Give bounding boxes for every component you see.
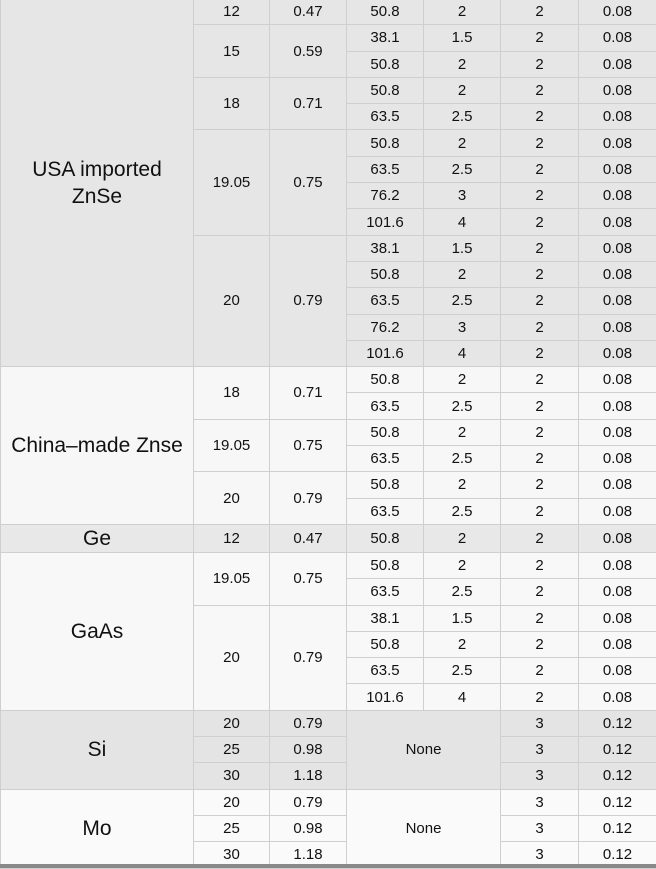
focal-length-in-cell: 2: [424, 130, 501, 156]
diameter-mm-cell: 30: [194, 763, 270, 789]
material-cell: Si: [1, 710, 194, 789]
focal-length-mm-cell: 50.8: [347, 261, 424, 287]
focal-length-mm-cell: 38.1: [347, 25, 424, 51]
thickness-in-cell: 0.08: [579, 340, 656, 366]
thickness-mm-cell: 2: [501, 367, 579, 393]
thickness-in-cell: 0.08: [579, 288, 656, 314]
thickness-mm-cell: 2: [501, 393, 579, 419]
thickness-in-cell: 0.12: [579, 710, 656, 736]
focal-length-in-cell: 4: [424, 684, 501, 710]
diameter-in-cell: 0.79: [270, 605, 347, 710]
focal-length-in-cell: 2: [424, 631, 501, 657]
thickness-mm-cell: 2: [501, 524, 579, 552]
thickness-mm-cell: 3: [501, 710, 579, 736]
focal-length-mm-cell: 50.8: [347, 472, 424, 498]
diameter-mm-cell: 30: [194, 842, 270, 868]
thickness-in-cell: 0.08: [579, 579, 656, 605]
thickness-mm-cell: 2: [501, 288, 579, 314]
diameter-mm-cell: 20: [194, 472, 270, 525]
thickness-mm-cell: 2: [501, 314, 579, 340]
diameter-in-cell: 0.79: [270, 235, 347, 366]
focal-length-mm-cell: 50.8: [347, 77, 424, 103]
thickness-mm-cell: 2: [501, 0, 579, 25]
focal-length-in-cell: 2.5: [424, 104, 501, 130]
focal-length-in-cell: 2: [424, 524, 501, 552]
thickness-in-cell: 0.12: [579, 815, 656, 841]
diameter-in-cell: 0.47: [270, 524, 347, 552]
focal-length-mm-cell: 50.8: [347, 419, 424, 445]
table-row: [1, 552, 656, 578]
thickness-in-cell: 0.08: [579, 419, 656, 445]
table-row: [1, 367, 656, 393]
table-row: [1, 524, 656, 552]
material-cell: China–made Znse: [1, 367, 194, 525]
diameter-in-cell: 0.71: [270, 77, 347, 130]
thickness-in-cell: 0.08: [579, 183, 656, 209]
diameter-in-cell: 0.75: [270, 419, 347, 472]
thickness-in-cell: 0.08: [579, 472, 656, 498]
thickness-in-cell: 0.08: [579, 156, 656, 182]
focal-length-mm-cell: 50.8: [347, 367, 424, 393]
focal-length-cell: None: [347, 789, 501, 868]
diameter-mm-cell: 19.05: [194, 419, 270, 472]
thickness-mm-cell: 2: [501, 104, 579, 130]
thickness-mm-cell: 2: [501, 472, 579, 498]
bottom-rule: [0, 864, 656, 868]
diameter-in-cell: 1.18: [270, 763, 347, 789]
thickness-in-cell: 0.08: [579, 51, 656, 77]
focal-length-mm-cell: 50.8: [347, 130, 424, 156]
thickness-in-cell: 0.08: [579, 658, 656, 684]
focal-length-in-cell: 4: [424, 340, 501, 366]
focal-length-mm-cell: 50.8: [347, 552, 424, 578]
diameter-in-cell: 0.79: [270, 710, 347, 736]
focal-length-in-cell: 4: [424, 209, 501, 235]
material-cell: Mo: [1, 789, 194, 868]
table-row: [1, 710, 656, 736]
diameter-mm-cell: 25: [194, 737, 270, 763]
focal-length-cell: None: [347, 710, 501, 789]
focal-length-mm-cell: 63.5: [347, 393, 424, 419]
diameter-in-cell: 0.98: [270, 815, 347, 841]
thickness-mm-cell: 2: [501, 130, 579, 156]
thickness-mm-cell: 2: [501, 446, 579, 472]
thickness-mm-cell: 2: [501, 631, 579, 657]
diameter-mm-cell: 20: [194, 605, 270, 710]
thickness-in-cell: 0.08: [579, 25, 656, 51]
thickness-mm-cell: 3: [501, 842, 579, 868]
thickness-in-cell: 0.08: [579, 631, 656, 657]
diameter-mm-cell: 19.05: [194, 552, 270, 605]
thickness-in-cell: 0.12: [579, 789, 656, 815]
thickness-mm-cell: 2: [501, 340, 579, 366]
thickness-in-cell: 0.12: [579, 737, 656, 763]
focal-length-in-cell: 2.5: [424, 658, 501, 684]
table-row: [1, 0, 656, 25]
diameter-mm-cell: 20: [194, 235, 270, 366]
diameter-mm-cell: 25: [194, 815, 270, 841]
thickness-in-cell: 0.08: [579, 684, 656, 710]
thickness-mm-cell: 2: [501, 658, 579, 684]
diameter-in-cell: 0.79: [270, 472, 347, 525]
thickness-in-cell: 0.08: [579, 446, 656, 472]
thickness-mm-cell: 2: [501, 77, 579, 103]
thickness-in-cell: 0.08: [579, 367, 656, 393]
thickness-in-cell: 0.08: [579, 77, 656, 103]
diameter-mm-cell: 18: [194, 367, 270, 420]
focal-length-mm-cell: 63.5: [347, 579, 424, 605]
thickness-in-cell: 0.08: [579, 314, 656, 340]
thickness-mm-cell: 2: [501, 235, 579, 261]
focal-length-in-cell: 2.5: [424, 498, 501, 524]
diameter-in-cell: 0.47: [270, 0, 347, 25]
diameter-in-cell: 0.59: [270, 25, 347, 78]
diameter-mm-cell: 19.05: [194, 130, 270, 235]
focal-length-in-cell: 2: [424, 367, 501, 393]
focal-length-mm-cell: 63.5: [347, 658, 424, 684]
thickness-mm-cell: 2: [501, 183, 579, 209]
table-body: [1, 0, 656, 868]
focal-length-mm-cell: 63.5: [347, 104, 424, 130]
thickness-mm-cell: 2: [501, 51, 579, 77]
thickness-mm-cell: 3: [501, 763, 579, 789]
thickness-mm-cell: 2: [501, 552, 579, 578]
thickness-in-cell: 0.08: [579, 393, 656, 419]
focal-length-mm-cell: 101.6: [347, 340, 424, 366]
focal-length-mm-cell: 50.8: [347, 524, 424, 552]
focal-length-in-cell: 2: [424, 51, 501, 77]
thickness-in-cell: 0.12: [579, 763, 656, 789]
focal-length-in-cell: 2: [424, 261, 501, 287]
thickness-in-cell: 0.12: [579, 842, 656, 868]
thickness-in-cell: 0.08: [579, 498, 656, 524]
diameter-in-cell: 0.75: [270, 552, 347, 605]
focal-length-mm-cell: 63.5: [347, 446, 424, 472]
focal-length-in-cell: 2: [424, 552, 501, 578]
diameter-mm-cell: 15: [194, 25, 270, 78]
thickness-in-cell: 0.08: [579, 130, 656, 156]
diameter-mm-cell: 20: [194, 710, 270, 736]
thickness-in-cell: 0.08: [579, 524, 656, 552]
diameter-mm-cell: 18: [194, 77, 270, 130]
focal-length-in-cell: 1.5: [424, 235, 501, 261]
thickness-in-cell: 0.08: [579, 605, 656, 631]
focal-length-in-cell: 2: [424, 472, 501, 498]
thickness-mm-cell: 2: [501, 25, 579, 51]
focal-length-in-cell: 1.5: [424, 605, 501, 631]
thickness-in-cell: 0.08: [579, 209, 656, 235]
thickness-mm-cell: 3: [501, 789, 579, 815]
focal-length-mm-cell: 76.2: [347, 183, 424, 209]
thickness-mm-cell: 2: [501, 498, 579, 524]
diameter-in-cell: 1.18: [270, 842, 347, 868]
focal-length-mm-cell: 101.6: [347, 684, 424, 710]
thickness-mm-cell: 2: [501, 156, 579, 182]
focal-length-mm-cell: 63.5: [347, 288, 424, 314]
focal-length-in-cell: 2.5: [424, 579, 501, 605]
thickness-mm-cell: 2: [501, 261, 579, 287]
focal-length-mm-cell: 63.5: [347, 156, 424, 182]
diameter-in-cell: 0.75: [270, 130, 347, 235]
focal-length-mm-cell: 76.2: [347, 314, 424, 340]
focal-length-in-cell: 2.5: [424, 446, 501, 472]
thickness-mm-cell: 3: [501, 737, 579, 763]
table-row: [1, 789, 656, 815]
thickness-in-cell: 0.08: [579, 261, 656, 287]
focal-length-mm-cell: 63.5: [347, 498, 424, 524]
thickness-mm-cell: 2: [501, 684, 579, 710]
thickness-in-cell: 0.08: [579, 0, 656, 25]
thickness-mm-cell: 2: [501, 579, 579, 605]
focal-length-mm-cell: 101.6: [347, 209, 424, 235]
thickness-mm-cell: 2: [501, 605, 579, 631]
focal-length-in-cell: 2: [424, 419, 501, 445]
focal-length-in-cell: 2.5: [424, 393, 501, 419]
focal-length-in-cell: 1.5: [424, 25, 501, 51]
thickness-mm-cell: 3: [501, 815, 579, 841]
focal-length-mm-cell: 50.8: [347, 0, 424, 25]
material-cell: USA imported ZnSe: [1, 0, 194, 367]
focal-length-in-cell: 2.5: [424, 156, 501, 182]
diameter-in-cell: 0.79: [270, 789, 347, 815]
diameter-in-cell: 0.98: [270, 737, 347, 763]
focal-length-mm-cell: 50.8: [347, 51, 424, 77]
diameter-in-cell: 0.71: [270, 367, 347, 420]
material-cell: GaAs: [1, 552, 194, 710]
material-cell: Ge: [1, 524, 194, 552]
focal-length-in-cell: 2: [424, 77, 501, 103]
focal-length-in-cell: 2: [424, 0, 501, 25]
thickness-in-cell: 0.08: [579, 104, 656, 130]
thickness-mm-cell: 2: [501, 419, 579, 445]
thickness-mm-cell: 2: [501, 209, 579, 235]
focal-length-in-cell: 2.5: [424, 288, 501, 314]
diameter-mm-cell: 12: [194, 524, 270, 552]
focal-length-mm-cell: 50.8: [347, 631, 424, 657]
thickness-in-cell: 0.08: [579, 235, 656, 261]
focal-length-mm-cell: 38.1: [347, 605, 424, 631]
focal-length-mm-cell: 38.1: [347, 235, 424, 261]
diameter-mm-cell: 12: [194, 0, 270, 25]
focal-length-in-cell: 3: [424, 183, 501, 209]
focal-length-in-cell: 3: [424, 314, 501, 340]
diameter-mm-cell: 20: [194, 789, 270, 815]
thickness-in-cell: 0.08: [579, 552, 656, 578]
